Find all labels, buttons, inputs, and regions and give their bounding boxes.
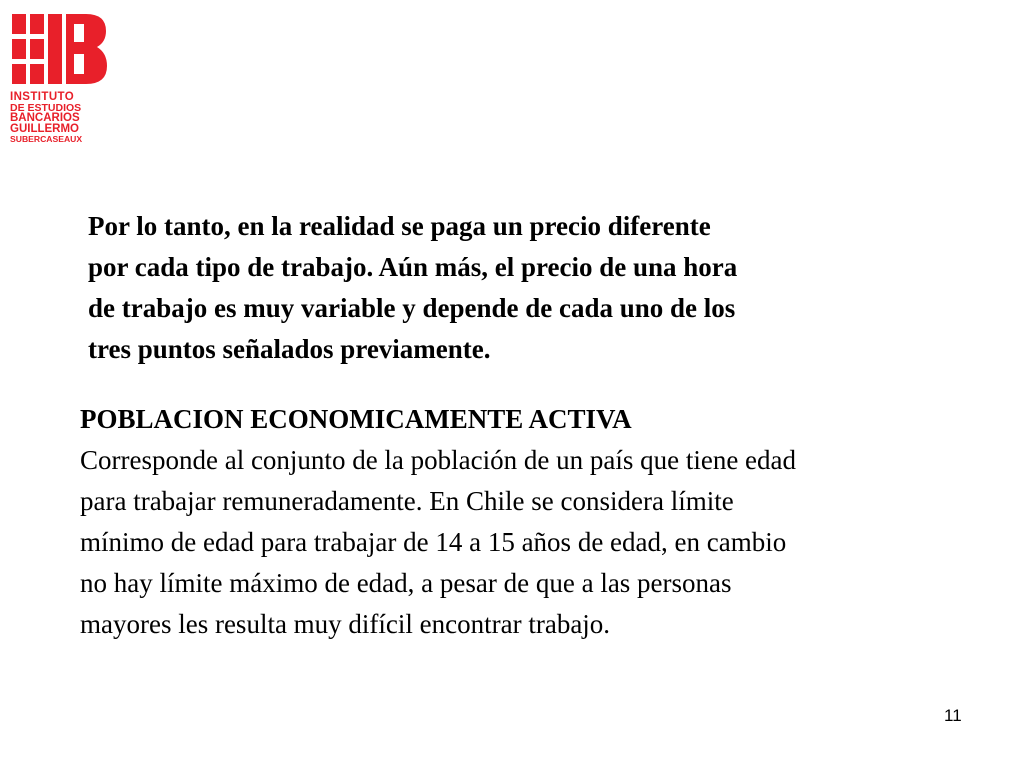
ieb-logo-mark-icon xyxy=(10,12,108,88)
logo-line-instituto: INSTITUTO xyxy=(10,91,75,103)
pea-definition-section xyxy=(80,399,1010,645)
body-line: mayores les resulta muy difícil encontrar trabajo. xyxy=(80,609,611,639)
logo-line-subercaseaux: SUBERCASEAUX xyxy=(10,134,83,144)
intro-line: por cada tipo de trabajo. Aún más, el precio de una hora xyxy=(88,252,738,282)
section-title: POBLACION ECONOMICAMENTE ACTIVA xyxy=(80,404,632,434)
logo-line-de-estudios: DE ESTUDIOS xyxy=(10,101,82,114)
body-line: Corresponde al conjunto de la población de un país que tiene edad xyxy=(80,445,797,475)
institute-logo xyxy=(10,12,110,145)
intro-line: de trabajo es muy variable y depende de cada uno de los xyxy=(88,293,736,323)
logo-line-guillermo: GUILLERMO xyxy=(10,122,79,135)
intro-paragraph xyxy=(88,206,988,370)
page-number: 11 xyxy=(944,706,962,725)
intro-line: Por lo tanto, en la realidad se paga un precio diferente xyxy=(88,211,711,241)
body-line: mínimo de edad para trabajar de 14 a 15 años de edad, en cambio xyxy=(80,527,787,557)
logo-line-bancarios: BANCARIOS xyxy=(10,112,80,124)
body-line: para trabajar remuneradamente. En Chile se considera límite xyxy=(80,486,734,516)
body-line: no hay límite máximo de edad, a pesar de que a las personas xyxy=(80,568,732,598)
logo-wordmark xyxy=(10,92,110,145)
intro-line: tres puntos señalados previamente. xyxy=(88,334,491,364)
